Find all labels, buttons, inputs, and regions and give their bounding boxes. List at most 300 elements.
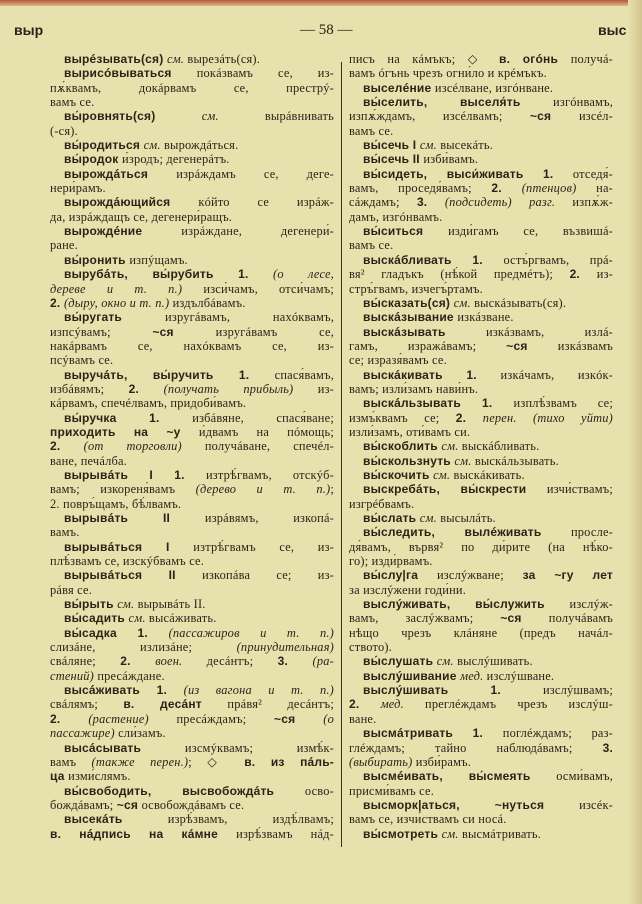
grammar-label: стений) <box>50 668 98 683</box>
translation: вамъ <box>50 754 92 769</box>
dictionary-line <box>349 741 613 755</box>
headword: выскребáть, вы́скрести <box>363 482 547 497</box>
headword: вырéзывать(ся) <box>64 52 167 66</box>
dictionary-line <box>50 525 334 539</box>
dictionary-line <box>349 325 613 339</box>
translation: осво- <box>304 783 334 798</box>
translation: просле- <box>570 525 613 540</box>
dictionary-line <box>50 640 334 654</box>
dictionary-line <box>349 267 613 281</box>
translation: бождáвамъ; <box>50 797 117 812</box>
dictionary-line <box>50 167 334 181</box>
headword: 2. <box>128 381 164 396</box>
translation: вамъ се. <box>50 95 95 110</box>
grammar-label: мед. <box>460 668 487 683</box>
translation: гамъ, изражáвамъ; <box>349 338 507 353</box>
translation: изби́вамъ. <box>423 152 479 167</box>
dictionary-line <box>50 195 334 209</box>
dictionary-line <box>50 181 334 195</box>
headword: вы́ронить <box>64 252 130 267</box>
dictionary-line <box>349 181 613 195</box>
headword: выскáкивать 1. <box>363 367 501 382</box>
headword: вырывáться II <box>64 568 203 583</box>
dictionary-line <box>349 282 613 296</box>
headword: вы́садить <box>64 611 129 626</box>
headword: вы́ситься <box>363 224 449 239</box>
translation: изрáвямъ, изкопá- <box>204 511 334 525</box>
headword: вы́сидеть, выси́живать 1. <box>363 166 573 181</box>
headword: выскáзывать <box>363 324 486 339</box>
dictionary-line <box>50 152 334 166</box>
translation: вамъ; изли́замъ нави́нъ. <box>349 381 479 396</box>
headword: вы́скочить <box>363 467 434 482</box>
right-column <box>349 52 613 841</box>
translation: пресáждане. <box>97 668 165 683</box>
headword: выскáбливать 1. <box>363 252 504 267</box>
dictionary-line <box>50 827 334 841</box>
dictionary-line <box>50 238 334 252</box>
translation: выскáкивать. <box>453 467 525 482</box>
dictionary-line <box>349 210 613 224</box>
headword: выручáть, вы́ручить 1. <box>64 367 275 382</box>
translation: высылáть. <box>440 511 496 525</box>
dictionary-line <box>349 253 613 267</box>
dictionary-line <box>50 784 334 798</box>
translation: вамъ; изкореня́вамъ <box>50 482 196 497</box>
dictionary-line <box>349 152 613 166</box>
headword: ~ся <box>116 797 142 812</box>
translation: вамъ се, изчи́ствамъ си носá. <box>349 812 507 827</box>
dictionary-line <box>349 583 613 597</box>
translation: 2. повръ́щамъ, бѣ́лвамъ. <box>50 496 182 511</box>
translation: изби́рамъ. <box>415 754 472 769</box>
translation: изпсýвамъ; <box>50 324 153 339</box>
headword: 2. <box>349 697 381 712</box>
translation: изли́замъ, оти́вамъ си. <box>349 424 471 439</box>
translation: рáвя се. <box>50 582 93 597</box>
headword: вы́сечь I <box>363 138 420 153</box>
headword: вы́скоблить <box>363 439 442 454</box>
grammar-label: (ра- <box>312 654 334 669</box>
dictionary-line <box>50 210 334 224</box>
dictionary-line <box>349 382 613 396</box>
translation: изсéк- <box>579 797 613 812</box>
translation: дамъ, изгóнвамъ. <box>349 209 443 224</box>
dictionary-line <box>349 683 613 697</box>
headword: вы́ручка 1. <box>64 410 193 425</box>
translation: да, изрáждащъ се, дегенери́ращъ. <box>50 209 233 224</box>
headword: вы́рыть <box>64 597 118 612</box>
dictionary-line <box>349 238 613 252</box>
translation: изми́слямъ. <box>68 769 131 784</box>
dictionary-line <box>349 468 613 482</box>
dictionary-line <box>349 454 613 468</box>
translation: изслýшване. <box>486 668 555 683</box>
dictionary-line <box>50 712 334 726</box>
headword: приходить на ~у <box>50 424 199 439</box>
dictionary-line <box>50 353 334 367</box>
dictionary-line <box>50 253 334 267</box>
headword: вы́родок <box>64 152 123 167</box>
translation: получáвамъ <box>548 611 613 626</box>
translation: глéждамъ; тайно наблюдáвамъ; <box>349 740 603 755</box>
dictionary-line <box>349 224 613 238</box>
dictionary-line <box>349 95 613 109</box>
headword: ~ся <box>500 611 549 626</box>
translation: изплѣ́звамъ се; <box>513 396 613 411</box>
grammar-label: см. <box>201 109 265 124</box>
headword: выслýшивание <box>363 668 461 683</box>
grammar-label: см. <box>433 467 454 482</box>
translation: и́двамъ на пóмощь; <box>198 424 334 439</box>
headword: вы́слушать <box>363 654 437 669</box>
translation: вамъ, проседя́вамъ; <box>349 181 492 196</box>
translation: дя́вамъ, вървя² по ди́рите (на нѣ́ко- <box>349 539 613 554</box>
translation: отседя́- <box>572 166 613 181</box>
headword: вы́свободить, высвобождáть <box>64 783 305 798</box>
translation: изсéл- <box>578 109 613 124</box>
translation: выскáбливать. <box>461 439 540 454</box>
translation: получáване, спечéл- <box>204 439 334 454</box>
grammar-label: (о <box>323 711 334 726</box>
dictionary-line <box>50 482 334 496</box>
translation: остъ́ргвамъ, прá- <box>503 252 613 267</box>
dictionary-line <box>50 325 334 339</box>
dictionary-line <box>50 81 334 95</box>
dictionary-line <box>349 353 613 367</box>
translation: изпýщамъ. <box>129 252 188 267</box>
translation: пресáждамъ; <box>176 711 275 726</box>
headword: в. нáдпись на кáмне <box>50 826 237 841</box>
translation: получá- <box>570 52 613 66</box>
translation: вамъ се. <box>349 123 394 138</box>
translation: выслýшивать. <box>457 654 533 669</box>
column-divider <box>341 62 342 847</box>
page-binding-shadow <box>628 0 642 904</box>
dictionary-line <box>50 109 334 123</box>
dictionary-line <box>349 540 613 554</box>
header-right-guideword: выс <box>598 22 627 38</box>
translation: изди́гамъ се, възвишá- <box>448 224 613 239</box>
grammar-label: см. <box>454 453 475 468</box>
translation: плѣ́звамъ се, изскýбвамъ се. <box>50 554 205 569</box>
translation: ране. <box>50 238 78 253</box>
headword: 3. <box>602 740 613 755</box>
translation: вамъ се. <box>349 238 394 253</box>
headword: ~ся <box>274 711 324 726</box>
dictionary-line <box>349 482 613 496</box>
dictionary-line <box>50 597 334 611</box>
dictionary-line <box>50 554 334 568</box>
grammar-label: пассажире) <box>50 726 119 741</box>
headword: вырисóвываться <box>64 66 197 81</box>
headword: вы́следить, вылéживать <box>363 525 571 540</box>
dictionary-line <box>50 654 334 668</box>
dictionary-line <box>50 683 334 697</box>
dictionary-line <box>349 195 613 209</box>
translation: присми́вамъ се. <box>349 783 435 798</box>
grammar-label: (птенцов) <box>521 181 597 196</box>
translation: изпѫ́ж- <box>572 195 613 210</box>
translation: изрѣ́звамъ, издѣ́лвамъ; <box>167 812 334 827</box>
headword: вырывáться I <box>64 539 194 554</box>
headword: вы́слать <box>363 511 420 525</box>
dictionary-line <box>50 755 334 769</box>
headword: вырождáющийся <box>64 195 199 210</box>
translation: вырáвнивать <box>264 109 334 124</box>
translation: вамъ, заслýжвамъ; <box>349 611 501 626</box>
headword: в. огóнь <box>499 52 571 66</box>
dictionary-line <box>50 124 334 138</box>
dictionary-line <box>50 798 334 812</box>
headword: вы́ругать <box>64 310 166 325</box>
dictionary-line <box>50 282 334 296</box>
dictionary-line <box>349 368 613 382</box>
translation: изтрѣ́гвамъ се, из- <box>193 539 334 554</box>
dictionary-line <box>50 267 334 281</box>
dictionary-line <box>50 138 334 152</box>
translation: изкáзвамъ <box>557 338 613 353</box>
headword: вырывáть I 1. <box>64 467 206 482</box>
dictionary-line <box>349 611 613 625</box>
translation: ството). <box>349 640 392 655</box>
grammar-label: см. <box>441 826 462 841</box>
dictionary-line <box>349 669 613 683</box>
dictionary-line <box>349 66 613 80</box>
translation: свáляне; <box>50 654 121 669</box>
headword: 2. <box>120 654 156 669</box>
translation: издълбáвамъ. <box>172 295 246 310</box>
translation: преглéждамъ чрезъ изслýш- <box>425 697 613 712</box>
translation: ; ◇ <box>188 754 245 769</box>
grammar-label: (подсидеть) разг. <box>444 195 573 210</box>
grammar-label: см. <box>441 439 462 454</box>
grammar-label: (из вагона и т. п.) <box>183 683 334 698</box>
translation: (-ся). <box>50 123 78 138</box>
translation: вырывáть II. <box>137 597 206 612</box>
grammar-label: (получать прибыль) <box>163 381 318 396</box>
grammar-label: (дерево и т. п.) <box>195 482 331 497</box>
dictionary-line <box>349 439 613 453</box>
grammar-label: см. <box>167 52 188 66</box>
dictionary-line <box>50 726 334 740</box>
dictionary-line <box>349 396 613 410</box>
dictionary-line <box>349 769 613 783</box>
headword: выслýшивать 1. <box>363 683 543 698</box>
translation: десáнтъ; <box>206 654 278 669</box>
dictionary-line <box>50 425 334 439</box>
translation: изслýшвамъ; <box>542 683 613 698</box>
translation: изгрéбвамъ. <box>349 496 415 511</box>
translation: кóйто се изрáж- <box>198 195 334 210</box>
translation: изкáчамъ, изкóк- <box>500 367 613 382</box>
headword: ~ся <box>529 109 579 124</box>
dictionary-line <box>349 167 613 181</box>
dictionary-line <box>50 741 334 755</box>
headword: ~ся <box>506 338 558 353</box>
dictionary-line <box>50 454 334 468</box>
translation: выскáзывать(ся). <box>474 295 567 310</box>
dictionary-line <box>50 439 334 453</box>
headword: вы́слу|га <box>363 568 437 583</box>
dictionary-line <box>349 525 613 539</box>
dictionary-line <box>349 310 613 324</box>
left-column <box>50 52 334 841</box>
translation: изси́чамъ, отси́чамъ; <box>203 281 334 296</box>
translation: измъ́квамъ се; <box>349 410 456 425</box>
grammar-label: см. <box>117 597 138 612</box>
dictionary-line <box>349 109 613 123</box>
translation: ване. <box>349 711 377 726</box>
dictionary-line <box>349 296 613 310</box>
grammar-label: воен. <box>155 654 207 669</box>
dictionary-line <box>349 697 613 711</box>
grammar-label: (выбирать) <box>349 754 416 769</box>
headword: выслýживать, вы́служить <box>363 597 570 612</box>
dictionary-line <box>50 396 334 410</box>
translation: писъ на кáмъкъ; ◇ <box>349 52 499 66</box>
headword: высáсывать <box>64 740 185 755</box>
headword: вы́ровнять(ся) <box>64 109 202 124</box>
dictionary-line <box>50 468 334 482</box>
headword: выскáзывание <box>363 310 458 325</box>
headword: вы́сечь II <box>363 152 424 167</box>
translation: изсéлване, изгóнване. <box>434 80 554 95</box>
dictionary-line <box>50 66 334 80</box>
translation: высмáтривать. <box>461 826 542 841</box>
dictionary-line <box>50 296 334 310</box>
grammar-label: (принудительная) <box>236 640 334 655</box>
translation: изрáждане, дегенери́- <box>181 224 334 239</box>
translation: го); изди́рвамъ. <box>349 554 433 569</box>
dictionary-line <box>349 511 613 525</box>
translation: кáрвамъ, спечéлвамъ, придоби́вамъ. <box>50 396 247 411</box>
dictionary-line <box>50 497 334 511</box>
translation: вя² гладъкъ (нѣ́кой предмéтъ); <box>349 267 570 282</box>
headword: ~ся <box>152 324 216 339</box>
headword: высморк|аться, ~нуться <box>363 797 580 812</box>
dictionary-line <box>349 597 613 611</box>
headword: 2. <box>50 711 89 726</box>
headword: в. из пáль- <box>244 754 334 769</box>
translation: изкопáва се; из- <box>202 568 334 583</box>
translation: изгóнвамъ, <box>553 95 613 110</box>
translation: изрѣ́звамъ нáд- <box>236 826 334 841</box>
translation: выскáльзывать. <box>474 453 559 468</box>
translation: изкáзвамъ, излá- <box>485 324 613 339</box>
dictionary-line <box>349 726 613 740</box>
translation: сли́замъ. <box>118 726 166 741</box>
dictionary-line <box>50 812 334 826</box>
grammar-label: см. <box>436 654 458 669</box>
dictionary-line <box>349 654 613 668</box>
dictionary-line <box>50 511 334 525</box>
translation: ване, печáлба. <box>50 453 127 468</box>
headword: выскáльзывать 1. <box>363 396 514 411</box>
translation: избáвямъ; <box>50 381 129 396</box>
grammar-label: (также перен.) <box>91 754 189 769</box>
grammar-label: дереве и т. п.) <box>50 281 204 296</box>
dictionary-line <box>50 224 334 238</box>
translation: нѣщо чрезъ клáняне (предъ начáл- <box>349 625 613 640</box>
translation: поглéждамъ; раз- <box>502 726 613 741</box>
grammar-label: см. <box>419 511 441 525</box>
translation: из- <box>317 381 334 396</box>
translation: покáзвамъ се, из- <box>196 66 334 81</box>
dictionary-line <box>349 798 613 812</box>
dictionary-line <box>349 138 613 152</box>
headword: высмéивать, вы́смеять <box>363 769 557 784</box>
headword: 2. <box>455 410 483 425</box>
translation: высекáть. <box>440 138 494 153</box>
translation: вамъ óгънь чрезъ огни́ло и крéмъкъ. <box>349 66 547 81</box>
dictionary-line <box>349 812 613 826</box>
grammar-label: см. <box>419 138 441 153</box>
headword: 2. <box>50 439 84 454</box>
dictionary-line <box>50 626 334 640</box>
dictionary-line <box>349 568 613 582</box>
dictionary-line <box>349 827 613 841</box>
header-left-guideword: выр <box>14 22 44 38</box>
translation: изсмýквамъ; измѣ́к- <box>184 740 334 755</box>
headword: 3. <box>416 195 445 210</box>
dictionary-line <box>349 784 613 798</box>
dictionary-line <box>349 755 613 769</box>
headword: ца <box>50 769 69 784</box>
translation: изкáзване. <box>457 310 514 325</box>
dictionary-line <box>349 497 613 511</box>
grammar-label: (дыру, окно и т. п.) <box>63 295 173 310</box>
headword: вы́родиться <box>64 138 144 153</box>
translation: се; изразя́вамъ се. <box>349 353 447 368</box>
dictionary-line <box>349 640 613 654</box>
translation: сáждамъ; <box>349 195 417 210</box>
dictionary-line <box>349 554 613 568</box>
translation: изтрѣ́гвамъ, отскýб- <box>205 467 334 482</box>
translation: высáживать. <box>148 611 217 626</box>
page-number: — 58 — <box>300 22 353 38</box>
translation: слизáне, излизáне; <box>50 640 237 655</box>
dictionary-line <box>50 611 334 625</box>
grammar-label: см. <box>128 611 149 626</box>
grammar-label: (от торговли) <box>83 439 205 454</box>
translation: на- <box>596 181 613 196</box>
translation: изругáвамъ, нахóквамъ, <box>165 310 334 325</box>
translation: избáвяне, спася́ване; <box>192 410 334 425</box>
headword: выселéние <box>363 80 435 95</box>
translation: вамъ. <box>50 525 80 540</box>
dictionary-line <box>349 411 613 425</box>
translation: из- <box>596 267 613 282</box>
headword: вырубáть, вы́рубить 1. <box>64 267 273 282</box>
dictionary-line <box>50 368 334 382</box>
headword: вы́сказать(ся) <box>363 295 454 310</box>
grammar-label: (о лесе, <box>273 267 334 282</box>
translation: вырезáть(ся). <box>187 52 261 66</box>
grammar-label: перен. (тихо уйти) <box>482 410 613 425</box>
headword: вы́селить, выселя́ть <box>363 95 554 110</box>
grammar-label: (растение) <box>88 711 177 726</box>
dictionary-line <box>349 712 613 726</box>
translation: освобождáвамъ се. <box>141 797 245 812</box>
headword: 2. <box>569 267 597 282</box>
dictionary-line <box>349 626 613 640</box>
headword: вы́смотреть <box>363 826 442 841</box>
dictionary-line <box>50 540 334 554</box>
dictionary-line <box>349 124 613 138</box>
grammar-label: см. <box>143 138 164 153</box>
grammar-label: см. <box>453 295 475 310</box>
